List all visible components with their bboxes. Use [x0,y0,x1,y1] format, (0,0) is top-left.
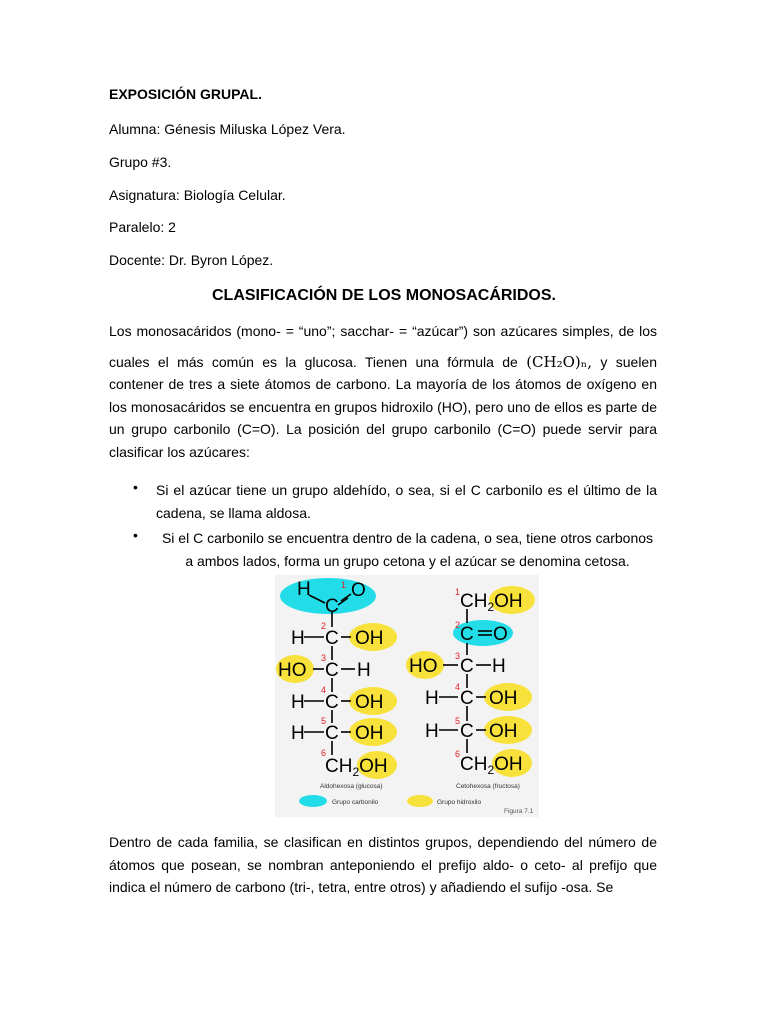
glucose-top-o: O [351,580,366,601]
svg-text:H: H [291,723,305,744]
svg-text:C: C [460,656,474,677]
svg-text:C: C [325,723,339,744]
svg-text:4: 4 [455,682,461,692]
svg-text:OH: OH [489,688,518,709]
svg-text:6: 6 [321,748,327,758]
svg-text:3: 3 [321,653,327,663]
bullet-dot-1: • [133,479,138,495]
legend-hydroxyl-swatch [407,795,433,807]
field-parallel: Paralelo: 2 [109,219,176,235]
svg-text:OH: OH [489,721,518,742]
svg-text:H: H [291,628,305,649]
figure-number: Figura 7.1 [504,808,534,815]
field-group: Grupo #3. [109,154,172,170]
legend-hydroxyl-label: Grupo hidroxilo [437,799,482,806]
svg-text:2: 2 [455,620,461,630]
label-cetohexosa: Cetohexosa (fructosa) [456,783,520,790]
svg-text:H: H [425,688,439,709]
svg-text:5: 5 [455,716,461,726]
svg-text:H: H [357,660,371,681]
bullet-1: Si el azúcar tiene un grupo aldehído, o sea, si el C carbonilo es el último de la cadena, se llama aldosa. [156,482,657,521]
svg-text:C: C [325,660,339,681]
legend-carbonyl-swatch [299,795,327,807]
svg-text:C: C [460,688,474,709]
svg-text:H: H [492,656,506,677]
bullet-dot-2: • [133,527,138,543]
document-title: EXPOSICIÓN GRUPAL. [109,86,262,102]
svg-text:OH: OH [355,723,384,744]
glucose-top-c: C [325,596,339,617]
glucose-top-h: H [297,579,311,600]
intro-line-2 [109,351,657,374]
label-aldohexosa: Aldohexosa (glucosa) [320,783,383,790]
intro-line-1: Los monosacáridos (mono- = “uno”; sacchar- = “azúcar”) son azúcares simples, de los [109,323,657,339]
svg-text:H: H [425,721,439,742]
closing-paragraph: Dentro de cada familia, se clasifican en distintos grupos, dependiendo del número de átomos que posean, se nombran anteponiendo el prefijo aldo- o ceto- al prefijo que indica el número de carbono (tri-, tetra, entre otros) y añadiendo el sufijo -osa. Se [109,834,657,895]
svg-text:C: C [325,692,339,713]
svg-text:HO: HO [278,660,307,681]
svg-text:1: 1 [455,587,461,597]
svg-text:H: H [291,692,305,713]
svg-text:OH: OH [355,628,384,649]
svg-text:1: 1 [341,580,347,590]
intro-line-2-after: y suelen [600,353,657,370]
svg-text:C: C [325,628,339,649]
svg-text:2: 2 [321,621,327,631]
fructose-top-ch2oh: $CH_2OH$ [460,591,523,614]
intro-paragraph [109,320,657,463]
intro-line-2-before: cuales el más común es la glucosa. Tienen una fórmula de [109,353,518,370]
intro-rest: contener de tres a siete átomos de carbono. La mayoría de los átomos de oxígeno en los monosacáridos se encuentra en grupos hidroxilo (HO), pero uno de ellos es parte de un grupo carbonilo (C=O). La posición del grupo carbonilo (C=O) puede servir para clasificar los azúcares: [109,376,657,460]
svg-text:3: 3 [455,651,461,661]
svg-text:O: O [493,624,508,645]
svg-text:4: 4 [321,685,327,695]
field-teacher: Docente: Dr. Byron López. [109,252,274,268]
glucose-bottom-ch2oh: $CH_2OH$ [325,756,388,779]
fructose-bottom-ch2oh: $CH_2OH$ [460,754,523,777]
svg-text:C: C [460,624,474,645]
legend-carbonyl-label: Grupo carbonilo [332,799,379,806]
svg-text:5: 5 [321,716,327,726]
svg-text:OH: OH [355,692,384,713]
formula-ch2o: (CH₂O)ₙ, [526,352,593,371]
field-subject: Asignatura: Biología Celular. [109,187,286,203]
svg-text:6: 6 [455,749,461,759]
svg-text:C: C [460,721,474,742]
monosaccharide-figure [275,575,539,817]
section-heading: CLASIFICACIÓN DE LOS MONOSACÁRIDOS. [211,287,556,304]
svg-text:HO: HO [409,656,438,677]
bullet-2: Si el C carbonilo se encuentra dentro de la cadena, o sea, tiene otros carbonos a ambos lados, forma un grupo cetona y el azúcar se denomina cetosa. [161,530,654,569]
field-student: Alumna: Génesis Miluska López Vera. [109,121,346,137]
